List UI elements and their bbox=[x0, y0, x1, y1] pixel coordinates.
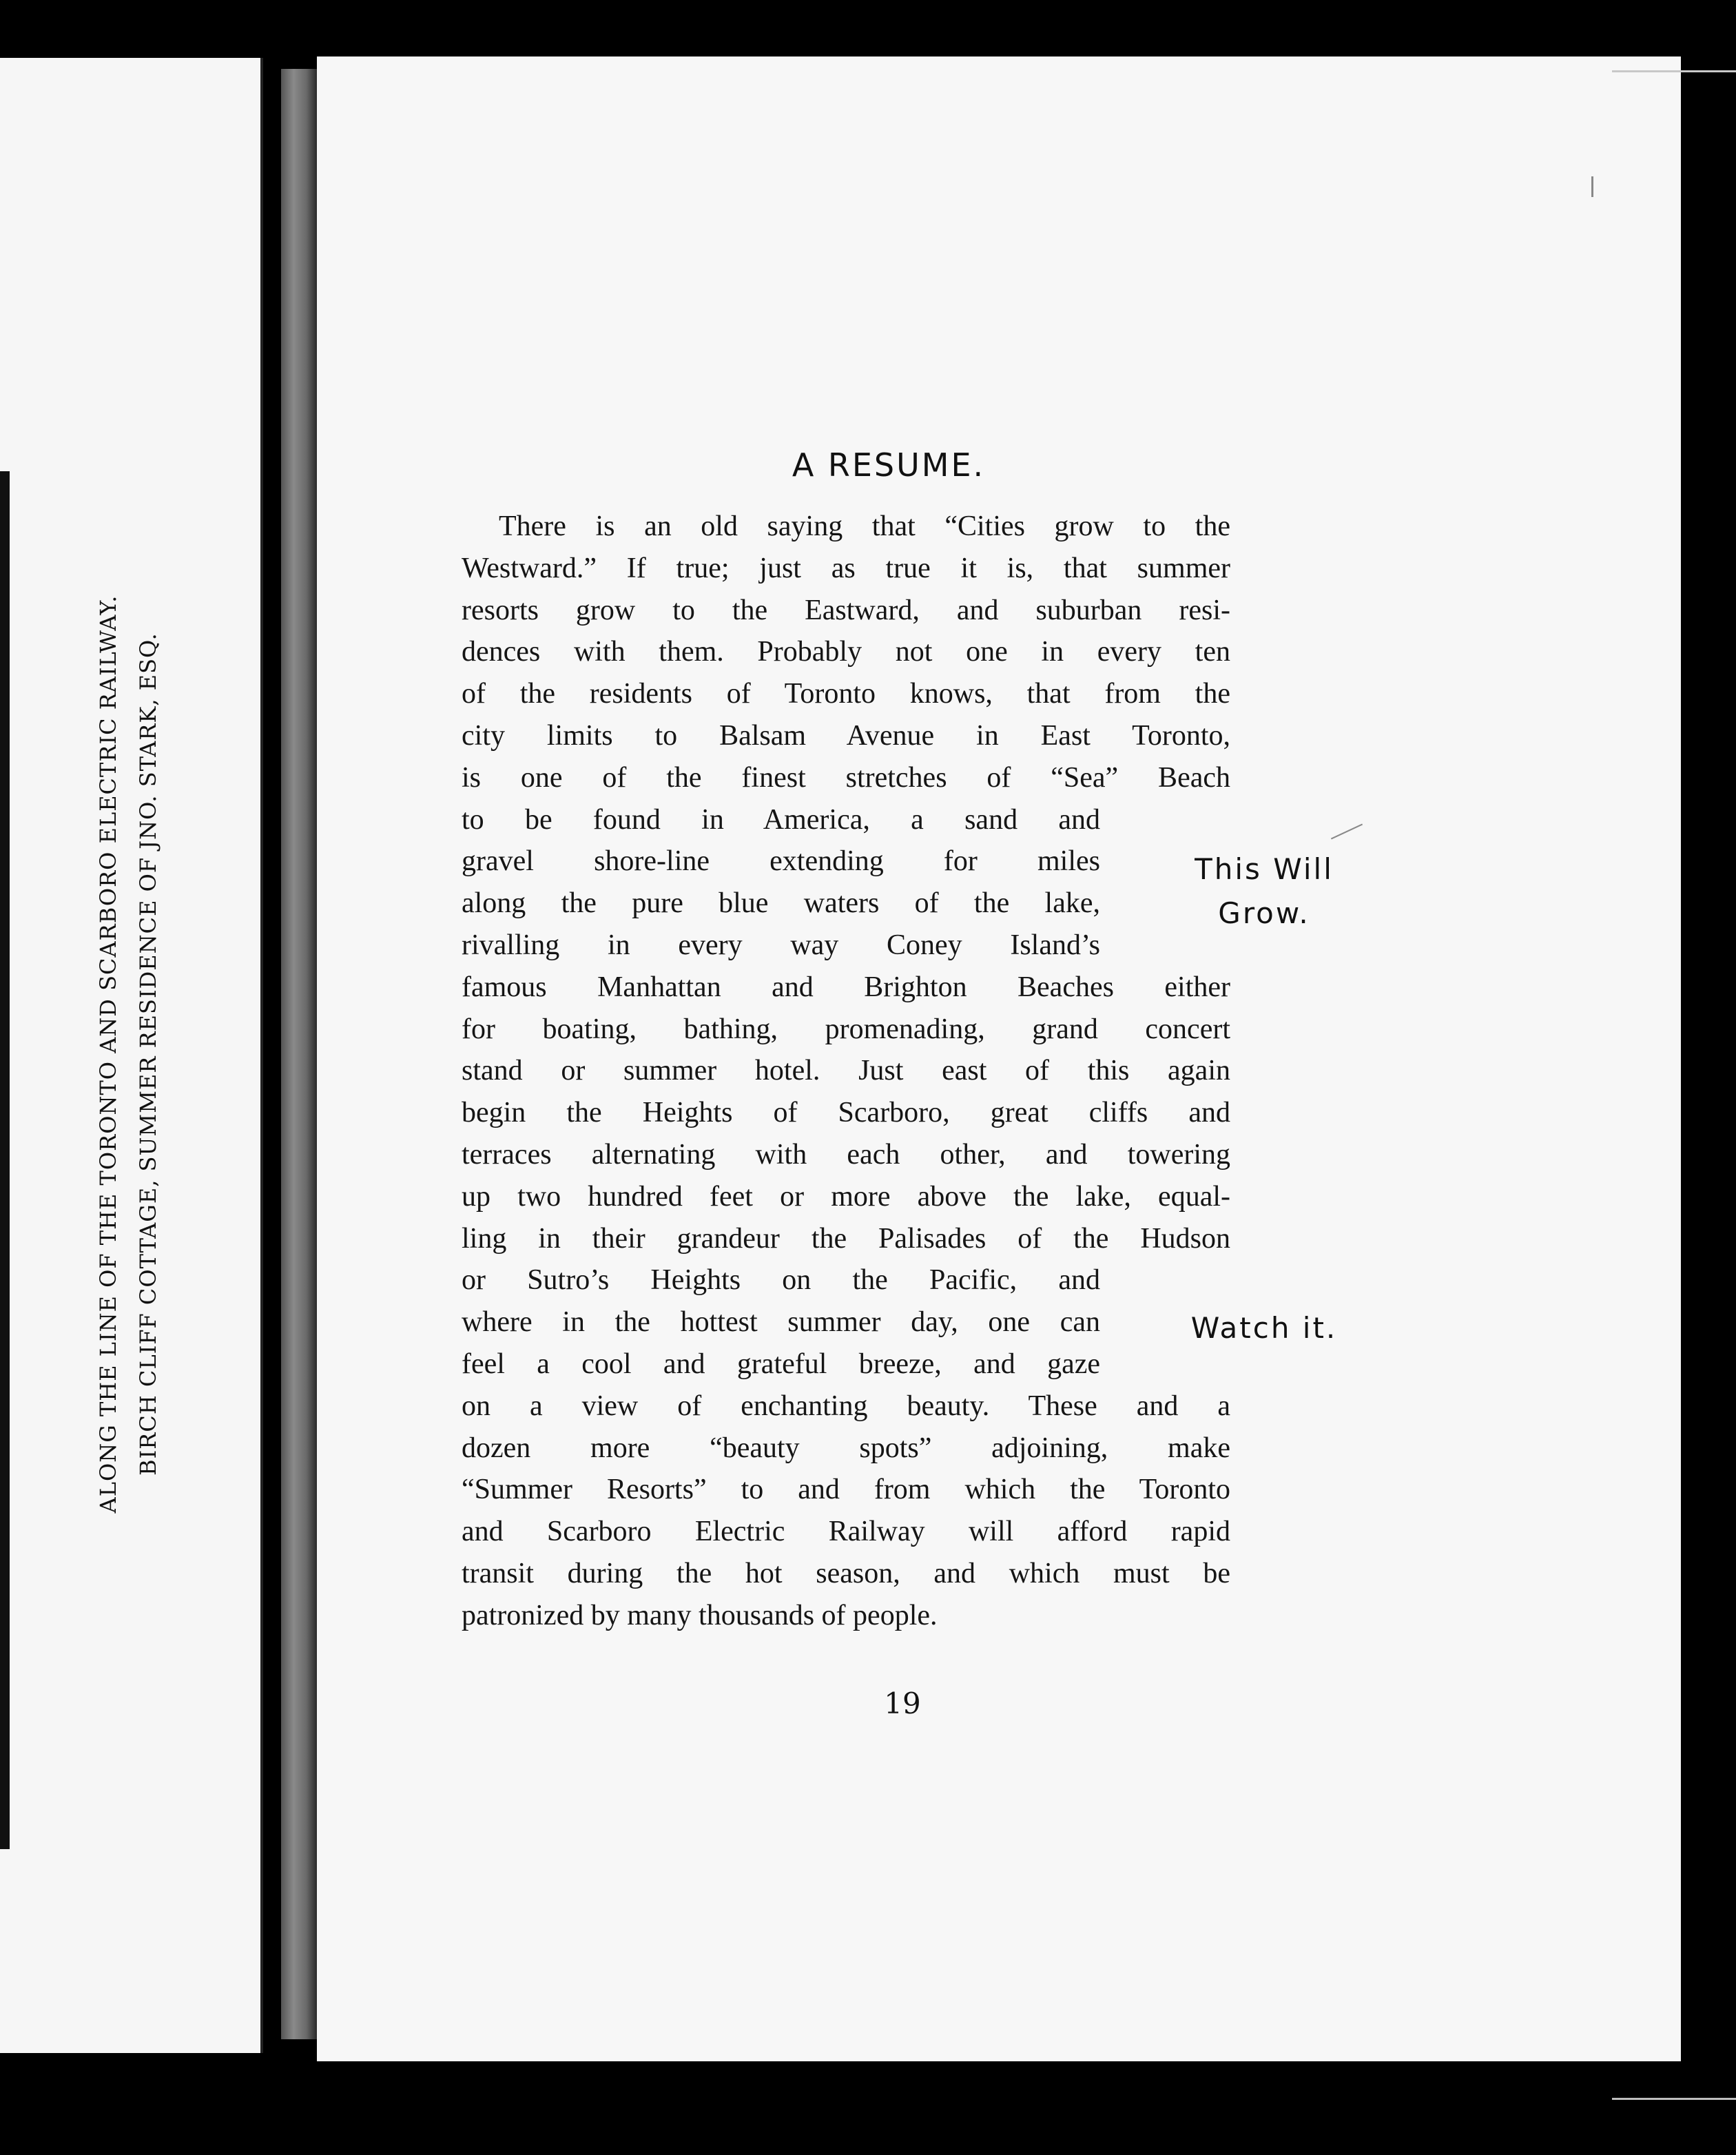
text-line: There is an old saying that “Cities grow to the bbox=[499, 511, 1230, 542]
text-line: up two hundred feet or more above the lake, equal- bbox=[462, 1180, 1230, 1213]
margin-note-this-will-grow bbox=[1164, 847, 1364, 936]
page-title: A RESUME. bbox=[792, 446, 986, 484]
text-line: dozen more “beauty spots” adjoining, make bbox=[462, 1432, 1230, 1464]
text-line: famous Manhattan and Brighton Beaches either bbox=[462, 971, 1230, 1003]
text-line: dences with them. Probably not one in every ten bbox=[462, 636, 1230, 668]
text-line: patronized by many thousands of people. bbox=[462, 1599, 938, 1631]
text-line: terraces alternating with each other, and towering bbox=[462, 1138, 1230, 1171]
caption-line-2: BIRCH CLIFF COTTAGE, SUMMER RESIDENCE OF JNO. STARK, ESQ. bbox=[135, 632, 161, 1476]
page-edge bbox=[1612, 70, 1736, 2100]
text-line: city limits to Balsam Avenue in East Toronto, bbox=[462, 719, 1230, 752]
text-line: “Summer Resorts” to and from which the Toronto bbox=[462, 1474, 1230, 1506]
text-line: ling in their grandeur the Palisades of the Hudson bbox=[462, 1222, 1230, 1255]
margin-note-line: Grow. bbox=[1218, 896, 1310, 930]
photo-caption bbox=[88, 572, 168, 1536]
text-line: on a view of enchanting beauty. These and a bbox=[462, 1390, 1230, 1422]
text-line: Westward.” If true; just as true it is, that summer bbox=[462, 552, 1230, 584]
caption-line-1: ALONG THE LINE OF THE TORONTO AND SCARBORO ELECTRIC RAILWAY. bbox=[95, 595, 121, 1514]
text-line: stand or summer hotel. Just east of this again bbox=[462, 1055, 1230, 1087]
book-spine bbox=[281, 69, 317, 2039]
text-line: where in the hottest summer day, one can bbox=[462, 1306, 1100, 1339]
text-line: begin the Heights of Scarboro, great cliffs and bbox=[462, 1097, 1230, 1129]
text-line: or Sutro’s Heights on the Pacific, and bbox=[462, 1264, 1100, 1297]
page-mark bbox=[1591, 176, 1593, 197]
text-line: to be found in America, a sand and bbox=[462, 803, 1100, 836]
page-number: 19 bbox=[884, 1687, 921, 1720]
body-paragraph bbox=[462, 506, 1230, 1637]
margin-note-line: This Will bbox=[1195, 852, 1334, 886]
text-line: gravel shore-line extending for miles bbox=[462, 845, 1100, 878]
text-line: for boating, bathing, promenading, grand concert bbox=[462, 1013, 1230, 1045]
text-line: of the residents of Toronto knows, that from the bbox=[462, 678, 1230, 710]
text-line: rivalling in every way Coney Island’s bbox=[462, 929, 1100, 961]
left-page-edge bbox=[0, 471, 10, 1849]
text-line: and Scarboro Electric Railway will afford rapid bbox=[462, 1516, 1230, 1548]
text-line: resorts grow to the Eastward, and suburban resi- bbox=[462, 594, 1230, 626]
text-line: feel a cool and grateful breeze, and gaze bbox=[462, 1348, 1100, 1380]
text-line: is one of the finest stretches of “Sea” Beach bbox=[462, 761, 1230, 794]
text-line: transit during the hot season, and which must be bbox=[462, 1557, 1230, 1589]
margin-note-watch-it: Watch it. bbox=[1190, 1311, 1338, 1345]
text-line: along the pure blue waters of the lake, bbox=[462, 887, 1100, 920]
